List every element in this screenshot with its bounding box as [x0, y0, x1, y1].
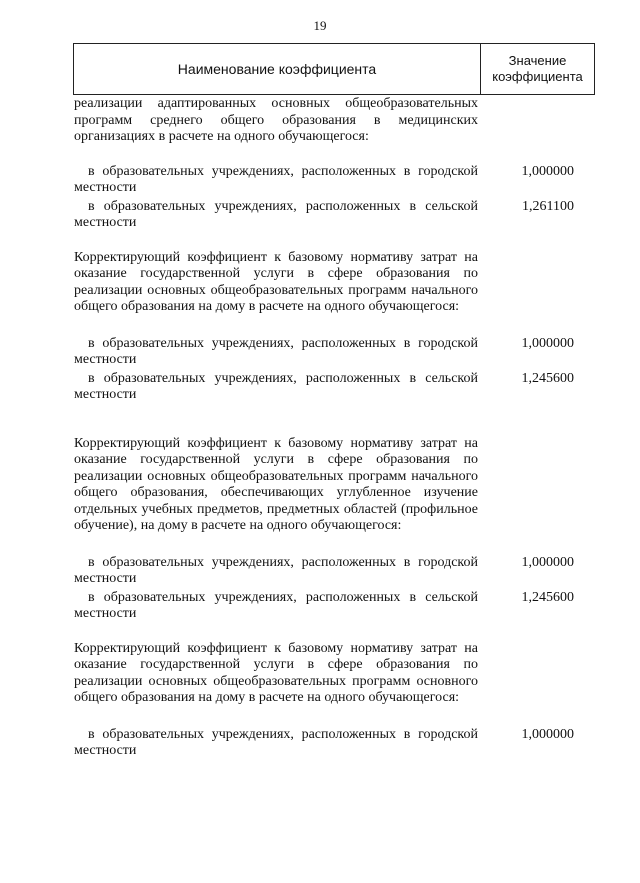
row-value [478, 250, 574, 316]
header-name-column: Наименование коэффициента [74, 44, 481, 94]
page-number: 19 [313, 18, 327, 33]
row-value: 1,245600 [521, 589, 574, 605]
row-text: в образовательных учреждениях, расположенных в городской местности [74, 163, 478, 195]
row-text: в образовательных учреждениях, расположенных в сельской местности [74, 589, 478, 621]
row-value: 1,000000 [521, 726, 574, 742]
row-value [478, 641, 574, 707]
table-body [74, 96, 574, 760]
table-row [74, 371, 574, 404]
row-text: Корректирующий коэффициент к базовому нормативу затрат на оказание государственной услуги в сфере образования по реализации основных общеобразовательных программ основного общего образования на дому в расчете на одного обучающегося: [74, 640, 478, 705]
table-header [73, 43, 595, 95]
table-row [74, 641, 574, 707]
table-row [74, 250, 574, 316]
table-row [74, 199, 574, 232]
table-row [74, 96, 574, 146]
row-text: в образовательных учреждениях, расположенных в городской местности [74, 726, 478, 758]
row-text: в образовательных учреждениях, расположенных в сельской местности [74, 370, 478, 402]
row-text: в образовательных учреждениях, расположенных в городской местности [74, 335, 478, 367]
header-value-line1: Значение [508, 53, 567, 68]
row-value: 1,000000 [521, 554, 574, 570]
table-row [74, 336, 574, 369]
row-value: 1,261100 [522, 198, 574, 214]
row-text: в образовательных учреждениях, расположенных в сельской местности [74, 198, 478, 230]
table-row [74, 436, 574, 535]
row-text: Корректирующий коэффициент к базовому нормативу затрат на оказание государственной услуги в сфере образования по реализации основных общеобразовательных программ начального общего образования на дому в расчете на одного обучающегося: [74, 249, 478, 314]
header-value-line2: коэффициента [492, 69, 583, 84]
row-value [478, 96, 574, 146]
row-value: 1,000000 [521, 163, 574, 179]
table-row [74, 590, 574, 623]
header-value-column [481, 44, 594, 94]
row-text: в образовательных учреждениях, расположенных в городской местности [74, 554, 478, 586]
row-text: Корректирующий коэффициент к базовому нормативу затрат на оказание государственной услуги в сфере образования по реализации основных общеобразовательных программ начального общего образования, обеспечивающих углубленное изучение отдельных учебных предметов, предметных областей (профильное обучение), на дому в расчете на одного обучающегося: [74, 435, 478, 533]
table-row [74, 727, 574, 760]
row-value: 1,000000 [521, 335, 574, 351]
table-row [74, 164, 574, 197]
table-row [74, 555, 574, 588]
row-value: 1,245600 [521, 370, 574, 386]
row-value [478, 436, 574, 535]
row-text: реализации адаптированных основных общеобразовательных программ среднего общего образования в медицинских организациях в расчете на одного обучающегося: [74, 96, 478, 144]
